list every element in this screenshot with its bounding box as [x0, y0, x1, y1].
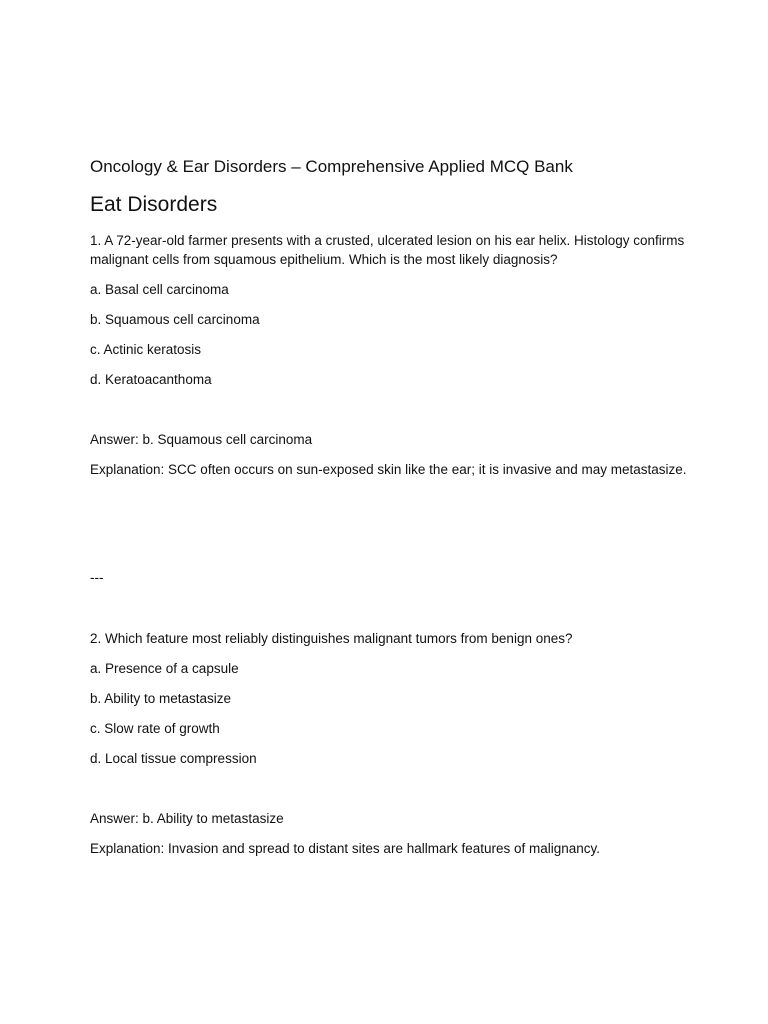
question-2-answer: Answer: b. Ability to metastasize — [90, 811, 284, 826]
section-title: Eat Disorders — [90, 193, 218, 216]
question-2-explanation: Explanation: Invasion and spread to distant sites are hallmark features of malignancy. — [90, 841, 601, 856]
question-1-option-b: b. Squamous cell carcinoma — [90, 312, 260, 327]
question-2-option-b: b. Ability to metastasize — [90, 691, 232, 706]
question-1-stem: 1. A 72-year-old farmer presents with a crusted, ulcerated lesion on his ear helix. Histology confirms malignant cells from squamous epithelium. Which is the most likely diagnosis? — [90, 233, 685, 267]
question-1-option-c: c. Actinic keratosis — [90, 342, 202, 357]
question-1-option-d: d. Keratoacanthoma — [90, 372, 212, 387]
question-2-option-d: d. Local tissue compression — [90, 751, 257, 766]
question-1-option-a: a. Basal cell carcinoma — [90, 282, 229, 297]
question-2-stem: 2. Which feature most reliably distinguishes malignant tumors from benign ones? — [90, 631, 573, 646]
question-1-explanation: Explanation: SCC often occurs on sun-exposed skin like the ear; it is invasive and may metastasize. — [90, 462, 687, 477]
question-2-option-a: a. Presence of a capsule — [90, 661, 239, 676]
section-separator: --- — [90, 570, 104, 585]
question-1-answer: Answer: b. Squamous cell carcinoma — [90, 432, 313, 447]
document-title: Oncology & Ear Disorders – Comprehensive Applied MCQ Bank — [90, 157, 573, 176]
question-2-option-c: c. Slow rate of growth — [90, 721, 220, 736]
